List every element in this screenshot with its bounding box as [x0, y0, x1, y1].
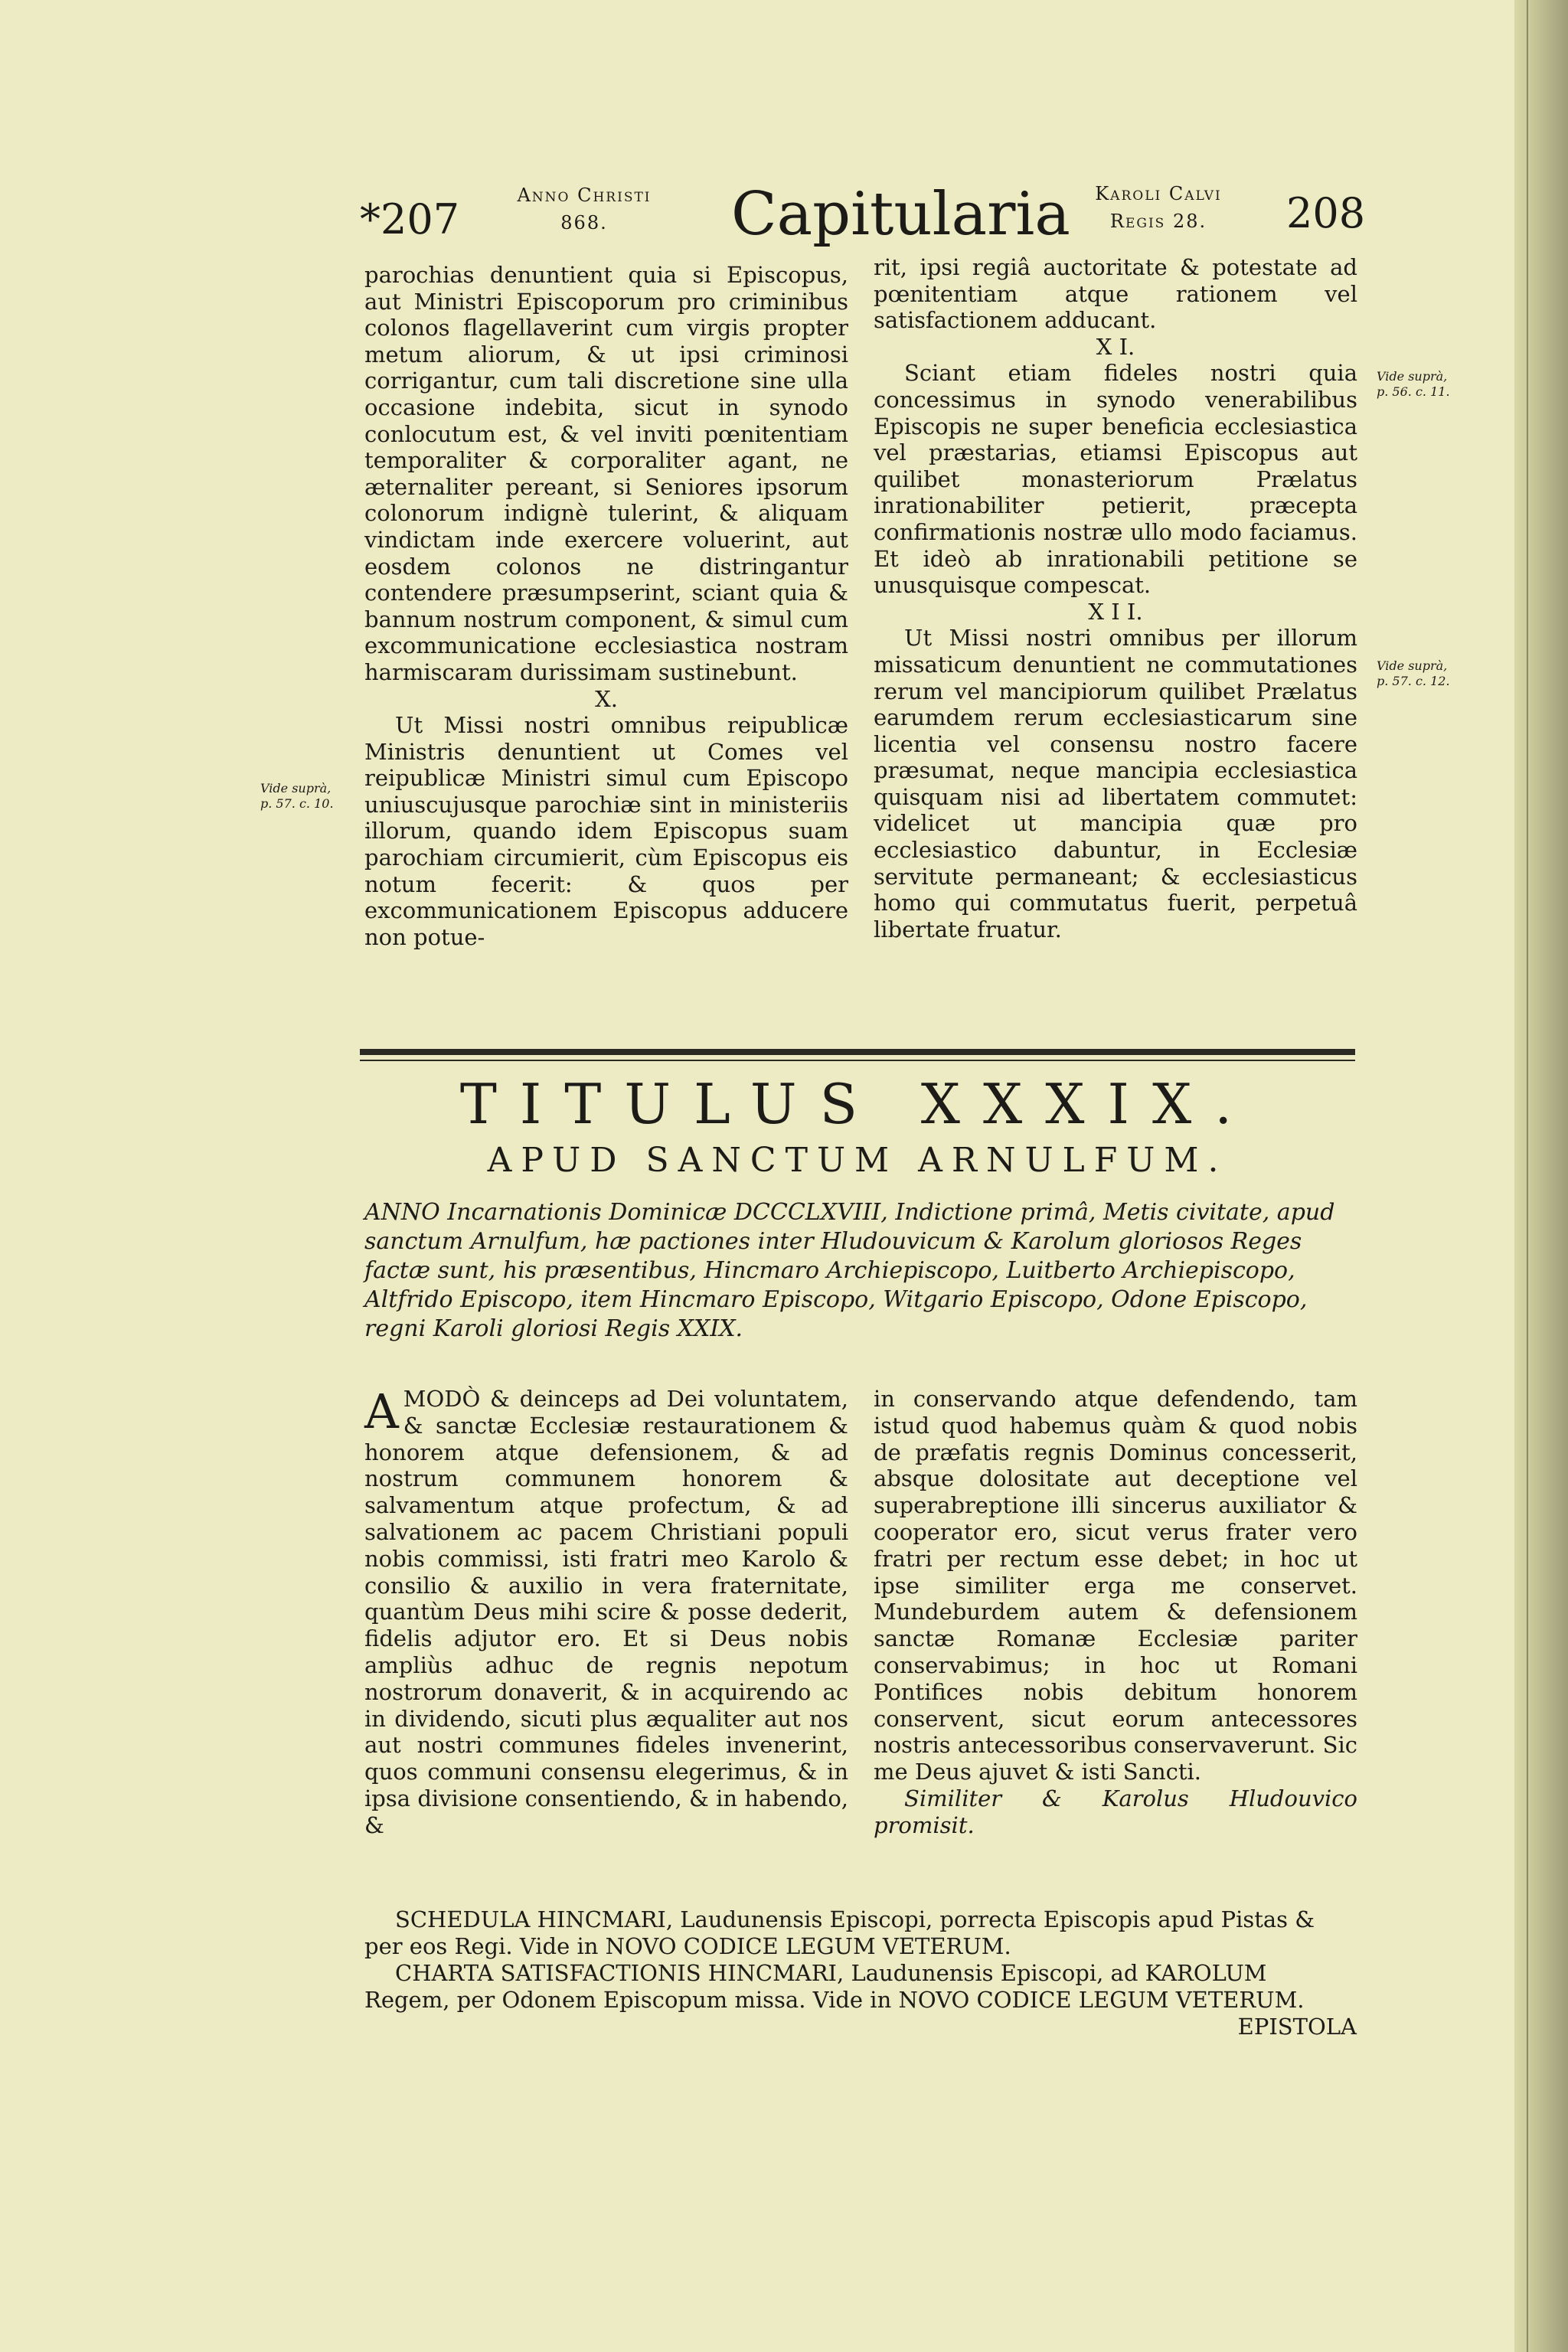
- section-heading-x: X.: [595, 685, 618, 712]
- running-head-karoli: [1070, 180, 1246, 235]
- page-edge-line: [1527, 0, 1528, 2352]
- right-para-1: rit, ipsi regiâ auctoritate & potestate ad pœnitentiam atque rationem vel satisfactionem adducant.: [874, 254, 1357, 334]
- running-head-anno: [496, 181, 672, 237]
- titulus-heading: TITULUS XXXIX.: [459, 1072, 1256, 1136]
- left-column: [364, 262, 848, 950]
- right-para-2: Sciant etiam fideles nostri quia concessimus in synodo venerabilibus Episcopis ne super beneficia ecclesiastica vel præstarias, etiamsi Episcopus aut quilibet monasteriorum Prælatus inrationabiliter petierit, præcepta confirmationis nostræ ullo modo faciamus. Et ideò ab inrationabili petitione se unusquisque compescat.: [874, 360, 1357, 599]
- section-divider-thin: [360, 1060, 1355, 1061]
- margin-note-xi: [1377, 369, 1450, 400]
- section-heading-xii: X I I.: [1088, 598, 1143, 625]
- page-number-right: 208: [1286, 189, 1366, 237]
- titulus-subheading: APUD SANCTUM ARNULFUM.: [487, 1141, 1228, 1180]
- section-divider-thick: [360, 1049, 1355, 1055]
- margin-note-xii-line2: p. 57. c. 12.: [1377, 674, 1450, 688]
- catchword: EPISTOLA: [1237, 2014, 1357, 2040]
- margin-note-x: [260, 781, 334, 812]
- schedula-note: SCHEDULA HINCMARI, Laudunensis Episcopi, porrecta Episcopis apud Pistas & per eos Regi. Vide in NOVO CODICE LEGUM VETERUM.: [364, 1906, 1315, 1959]
- margin-note-xi-line2: p. 56. c. 11.: [1377, 384, 1450, 399]
- body-left-text: MODÒ & deinceps ad Dei voluntatem, & sanctæ Ecclesiæ restaurationem & honorem atque defensionem, & ad nostrum communem honorem & salvamentum atque profectum, & ad salvationem ac pacem Christiani populi nobis commissi, isti fratri meo Karolo & consilio & auxilio in vera fraternitate, quantùm Deus mihi scire & posse dederit, fidelis adjutor ero. Et si Deus nobis ampliùs adhuc de regnis nepotum nostrorum donaverit, & in acquirendo ac in dividendo, sicuti plus æqualiter aut nos aut nostri communes fideles invenerint, quos communi consensu elegerimus, & in ipsa divisione consentiendo, & in habendo, &: [364, 1386, 848, 1838]
- page-header: [0, 172, 1568, 256]
- body-right-column: [874, 1386, 1357, 1839]
- anno-label: Anno Christi: [517, 185, 652, 206]
- page-number-left: *207: [360, 195, 460, 243]
- charta-note: CHARTA SATISFACTIONIS HINCMARI, Laudunensis Episcopi, ad KAROLUM Regem, per Odonem Episcopum missa. Vide in NOVO CODICE LEGUM VETERUM.: [364, 1960, 1305, 2013]
- left-para-2: Ut Missi nostri omnibus reipublicæ Ministris denuntient ut Comes vel reipublicæ Ministri simul cum Episcopo uniuscujusque parochiæ sint in ministeriis illorum, quando idem Episcopus suam parochiam circumierit, cùm Episcopus eis notum fecerit: & quos per excommunicationem Episcopus adducere non potue-: [364, 712, 848, 950]
- anno-year: 868.: [560, 212, 608, 234]
- page-edge-shadow: [1514, 0, 1568, 2352]
- footer-notes: [364, 1906, 1357, 2040]
- body-left-para: [364, 1383, 848, 1839]
- regis-label: Regis 28.: [1109, 211, 1207, 232]
- body-left-column: [364, 1383, 848, 1839]
- body-right-text: in conservando atque defendendo, tam istud quod habemus quàm & quod nobis de præfatis regnis Dominus concesserit, absque dolositate aut deceptione vel superabreptione illi sincerus auxiliator & cooperator ero, sicut verus frater vero fratri per rectum esse debet; in hoc ut ipse similiter erga me conservet. Mundeburdem autem & defensionem sanctæ Romanæ Ecclesiæ pariter conservabimus; in hoc ut Romani Pontifices nobis debitum honorem conservent, sicut eorum antecessores nostris antecessoribus conservaverunt. Sic me Deus ajuvet & isti Sancti.: [874, 1386, 1357, 1785]
- right-para-3: Ut Missi nostri omnibus per illorum missaticum denuntient ne commutationes rerum vel mancipiorum quilibet Prælatus earumdem rerum ecclesiasticarum sine licentia vel consensu nostro facere præsumat, neque mancipia ecclesiastica quisquam nisi ad libertatem commutet: videlicet ut mancipia quæ pro ecclesiastico dabuntur, in Ecclesiæ servitute permaneant; & ecclesiasticus homo qui commutatus fuerit, perpetuâ libertate fruatur.: [874, 625, 1357, 942]
- running-title: Capitularia: [731, 180, 1070, 249]
- drop-capital: A: [364, 1383, 399, 1439]
- karoli-label: Karoli Calvi: [1095, 183, 1222, 204]
- margin-note-x-line1: Vide suprà,: [260, 781, 332, 795]
- margin-note-x-line2: p. 57. c. 10.: [260, 796, 334, 811]
- margin-note-xii-line1: Vide suprà,: [1377, 658, 1448, 673]
- right-column: [874, 254, 1357, 942]
- titulus-intro: ANNO Incarnationis Dominicæ DCCCLXVIII, Indictione primâ, Metis civitate, apud sanctum Arnulfum, hæ pactiones inter Hludouvicum & Karolum gloriosos Reges factæ sunt, his præsentibus, Hincmaro Archiepiscopo, Luitberto Archiepiscopo, Altfrido Episcopo, item Hincmaro Episcopo, Witgario Episcopo, Odone Episcopo, regni Karoli gloriosi Regis XXIX.: [364, 1199, 1335, 1342]
- section-heading-xi: X I.: [1096, 333, 1135, 360]
- margin-note-xi-line1: Vide suprà,: [1377, 369, 1448, 384]
- left-para-1: parochias denuntient quia si Episcopus, aut Ministri Episcoporum pro criminibus colonos flagellaverint cum virgis propter metum aliorum, & ut ipsi criminosi corrigantur, cum tali discretione sine ulla occasione indebita, sicut in synodo conlocutum est, & vel inviti pœnitentiam temporaliter & corporaliter agant, ne æternaliter pereant, si Seniores ipsorum colonorum indignè tulerint, & aliquam vindictam inde exercere voluerint, aut eosdem colonos ne distringantur contendere præsumpserint, sciant quia & bannum nostrum component, & simul cum excommunicatione ecclesiastica nostram harmiscaram durissimam sustinebunt.: [364, 262, 848, 685]
- margin-note-xii: [1377, 658, 1450, 689]
- similiter-line: Similiter & Karolus Hludouvico promisit.: [874, 1785, 1357, 1838]
